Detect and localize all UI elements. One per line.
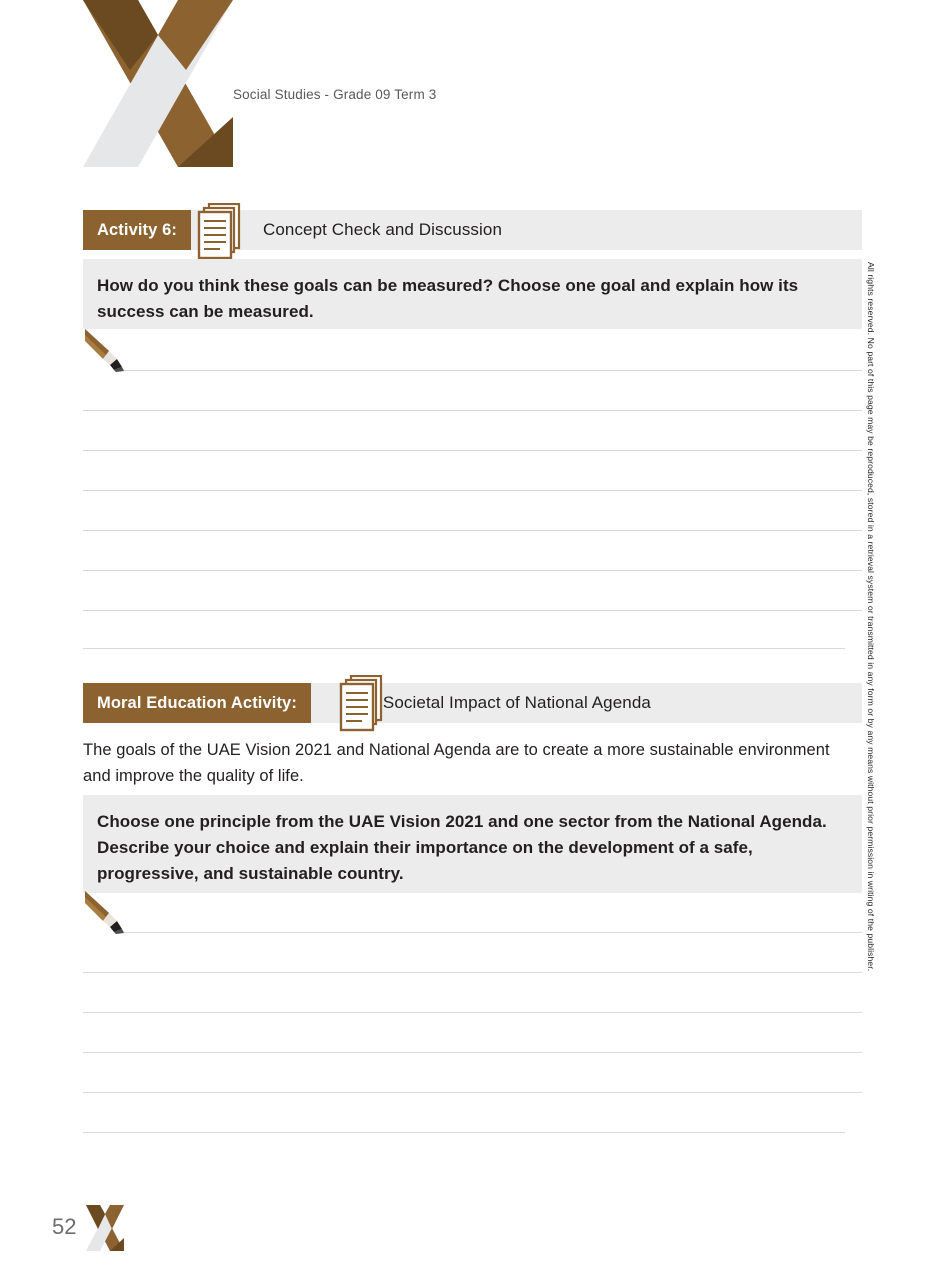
answer-line: [83, 1052, 862, 1053]
pencil-icon: [83, 327, 131, 373]
stacked-sheets-icon: [338, 675, 390, 733]
answer-line: [83, 450, 862, 451]
answer-line: [83, 1132, 845, 1133]
x-logo-icon: [83, 0, 233, 167]
answer-line: [83, 410, 862, 411]
copyright-note: All rights reserved. No part of this page may be reproduced, stored in a retrieval system or transmitted in any form or by any means without prior permission in writing of the publisher.: [866, 262, 876, 972]
activity-title-2: Societal Impact of National Agenda: [382, 693, 651, 712]
answer-line: [83, 570, 862, 571]
activity-tag-2: Moral Education Activity:: [83, 683, 311, 723]
pencil-icon: [83, 889, 131, 935]
prompt-text-1: How do you think these goals can be measured? Choose one goal and explain how its success can be measured.: [97, 276, 799, 321]
activity-header-bar-2: [83, 683, 862, 723]
answer-line: [83, 1092, 862, 1093]
prompt-box-2: [83, 795, 862, 893]
page-number: 52: [52, 1214, 77, 1239]
activity-tag-1: Activity 6:: [83, 210, 191, 250]
answer-line: [83, 610, 862, 611]
intro-paragraph: The goals of the UAE Vision 2021 and National Agenda are to create a more sustainable environment and improve the quality of life.: [83, 741, 830, 786]
prompt-box-1: [83, 259, 862, 329]
answer-line: [83, 972, 862, 973]
answer-line: [83, 490, 862, 491]
prompt-text-2: Choose one principle from the UAE Vision 2021 and one sector from the National Agenda. Describe your choice and explain their importance on the development of a safe, progressive, and sustainable country.: [97, 812, 827, 883]
answer-line: [124, 370, 862, 371]
answer-line: [83, 1012, 862, 1013]
activity-title-1: Concept Check and Discussion: [262, 220, 503, 239]
x-logo-icon: [86, 1205, 124, 1251]
answer-line: [124, 932, 862, 933]
stacked-sheets-icon: [196, 203, 248, 261]
answer-line: [83, 648, 845, 649]
header-subtitle: Social Studies - Grade 09 Term 3: [233, 87, 437, 102]
answer-line: [83, 530, 862, 531]
